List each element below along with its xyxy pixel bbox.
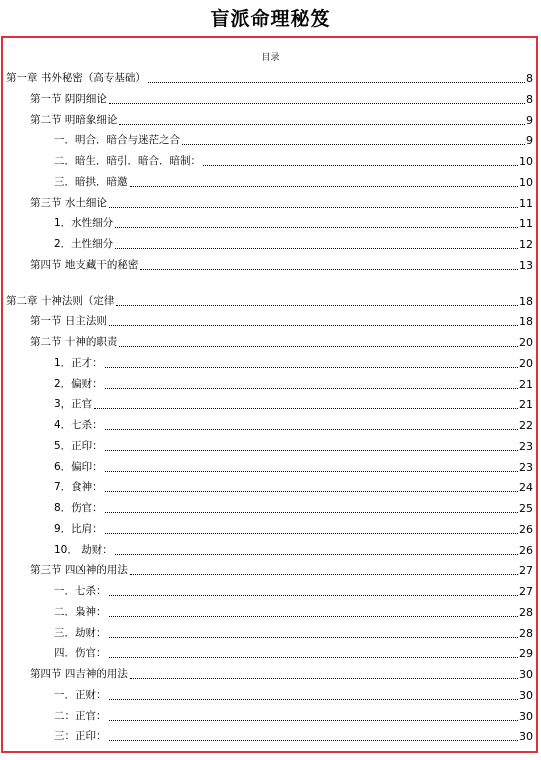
dot-leader bbox=[203, 164, 518, 166]
toc-entry-page: 30 bbox=[519, 709, 533, 723]
toc-entry[interactable] bbox=[54, 353, 533, 370]
dot-leader bbox=[109, 324, 518, 326]
dot-leader bbox=[119, 123, 525, 125]
toc-entry-page: 13 bbox=[519, 258, 533, 272]
toc-entry[interactable] bbox=[30, 193, 533, 210]
dot-leader bbox=[109, 636, 519, 638]
toc-entry-title: 二．枭神： bbox=[54, 605, 107, 618]
toc-entry-page: 18 bbox=[519, 294, 533, 308]
toc-entry-page: 18 bbox=[519, 315, 533, 329]
toc-entry-title: 10． 劫财： bbox=[54, 543, 113, 556]
toc-entry[interactable] bbox=[6, 68, 533, 85]
toc-entry-title: 一．明合．暗合与迷茫之合 bbox=[54, 134, 180, 147]
dot-leader bbox=[116, 304, 518, 306]
toc-entry-page: 28 bbox=[519, 605, 533, 619]
toc-entry[interactable] bbox=[54, 374, 533, 391]
toc-entry-title: 第二节 十神的职责 bbox=[30, 336, 118, 348]
toc-entry-title: 4．七杀： bbox=[54, 419, 103, 431]
dot-leader bbox=[105, 470, 518, 472]
toc-entry[interactable] bbox=[30, 311, 533, 328]
toc-entry[interactable] bbox=[30, 560, 533, 577]
toc-entry[interactable] bbox=[54, 436, 533, 453]
dot-leader bbox=[148, 81, 525, 83]
toc-entry[interactable] bbox=[54, 581, 533, 598]
dot-leader bbox=[105, 490, 518, 492]
toc-entry-title: 一．正财： bbox=[54, 688, 107, 701]
toc-entry-title: 9．比肩： bbox=[54, 522, 103, 535]
toc-entry[interactable] bbox=[54, 477, 533, 494]
toc-entry-title: 6．偏印： bbox=[54, 460, 103, 473]
toc-entry-page: 24 bbox=[519, 481, 533, 495]
toc-entry[interactable] bbox=[54, 540, 533, 557]
toc-entry-page: 9 bbox=[526, 113, 533, 127]
dot-leader bbox=[109, 615, 519, 617]
toc-entry-title: 5．正印： bbox=[54, 439, 103, 452]
toc-entry-page: 8 bbox=[526, 72, 533, 85]
dot-leader bbox=[130, 185, 519, 187]
toc-entry[interactable] bbox=[54, 726, 533, 743]
toc-entry[interactable] bbox=[54, 685, 533, 702]
dot-leader bbox=[105, 387, 518, 389]
toc-entry-title: 三．劫财： bbox=[54, 626, 107, 639]
dot-leader bbox=[140, 268, 518, 270]
toc-entry[interactable] bbox=[54, 643, 533, 660]
toc-entry[interactable] bbox=[54, 394, 533, 411]
toc-entry[interactable] bbox=[30, 110, 533, 127]
dot-leader bbox=[105, 366, 518, 368]
toc-entry-title: 第三节 四凶神的用法 bbox=[30, 564, 128, 577]
toc-entry-page: 11 bbox=[519, 217, 533, 231]
toc-entry-page: 20 bbox=[519, 356, 533, 370]
dot-leader bbox=[115, 553, 518, 555]
toc-entry-page: 20 bbox=[519, 336, 533, 349]
toc-entry-page: 25 bbox=[519, 502, 533, 515]
toc-entry-title: 第一节 阴阴细论 bbox=[30, 92, 107, 105]
toc-heading: 目录 bbox=[261, 53, 280, 63]
toc-entry-title: 第三节 水土细论 bbox=[30, 196, 107, 209]
toc-entry[interactable] bbox=[54, 706, 533, 723]
toc-entry-title: 2．偏财： bbox=[54, 377, 103, 390]
toc-entry-title: 第一章 书外秘密（高专基础） bbox=[6, 72, 146, 84]
toc-entry-title: 2．土性细分 bbox=[54, 238, 114, 250]
dot-leader bbox=[130, 573, 518, 575]
toc-entry-title: 三：正印： bbox=[54, 730, 107, 743]
toc-entry-title: 3，正官 bbox=[54, 398, 93, 411]
toc-entry-page: 10 bbox=[519, 155, 533, 168]
toc-entry[interactable] bbox=[54, 457, 533, 474]
toc-entry[interactable] bbox=[30, 332, 533, 349]
toc-entry-title: 四．伤官： bbox=[54, 647, 107, 660]
toc-entry-title: 二．暗生．暗引．暗合．暗制： bbox=[54, 155, 201, 167]
dot-leader bbox=[105, 532, 518, 534]
toc-entry-page: 26 bbox=[519, 543, 533, 557]
toc-entry-title: 第二节 明暗象细论 bbox=[30, 113, 118, 126]
toc-entry-title: 第一节 日主法则 bbox=[30, 315, 107, 328]
dot-leader bbox=[109, 719, 519, 721]
dot-leader bbox=[115, 226, 518, 228]
dot-leader bbox=[109, 206, 518, 208]
dot-leader bbox=[182, 143, 525, 145]
dot-leader bbox=[115, 247, 518, 249]
toc-entry[interactable] bbox=[30, 664, 533, 681]
toc-entry-page: 30 bbox=[519, 688, 533, 702]
toc-entry-page: 27 bbox=[519, 564, 533, 578]
toc-entry-title: 第四节 四吉神的用法 bbox=[30, 668, 128, 680]
dot-leader bbox=[109, 656, 519, 658]
dot-leader bbox=[105, 511, 518, 513]
toc-entry[interactable] bbox=[54, 498, 533, 515]
dot-leader bbox=[105, 449, 518, 451]
toc-entry[interactable] bbox=[6, 291, 533, 308]
dot-leader bbox=[109, 594, 519, 596]
toc-entry-title: 第四节 地支藏干的秘密 bbox=[30, 258, 139, 271]
toc-entry[interactable] bbox=[30, 89, 533, 106]
document-title: 盲派命理秘笈 bbox=[210, 8, 331, 30]
dot-leader bbox=[130, 677, 518, 679]
toc-entry-title: 三．暗拱．暗邀 bbox=[54, 175, 128, 188]
toc-entry[interactable] bbox=[54, 213, 533, 230]
toc-entry-title: 一．七杀： bbox=[54, 585, 107, 597]
toc-entry-title: 7．食神： bbox=[54, 481, 103, 494]
toc-entry[interactable] bbox=[54, 234, 533, 251]
toc-entry-page: 22 bbox=[519, 419, 533, 432]
toc-entry-page: 23 bbox=[519, 439, 533, 453]
toc-entry-page: 11 bbox=[519, 196, 533, 210]
toc-entry-title: 第二章 十神法则（定律 bbox=[6, 294, 115, 307]
toc-entry[interactable] bbox=[54, 172, 533, 189]
toc-entry-title: 1．水性细分 bbox=[54, 217, 114, 230]
toc-entry-page: 27 bbox=[519, 585, 533, 598]
dot-leader bbox=[109, 698, 519, 700]
toc-entry-page: 29 bbox=[519, 647, 533, 661]
toc-entry[interactable] bbox=[54, 623, 533, 640]
dot-leader bbox=[94, 407, 518, 409]
toc-entry[interactable] bbox=[54, 151, 533, 168]
toc-entry[interactable] bbox=[54, 519, 533, 536]
toc-entry-title: 二：正官： bbox=[54, 709, 107, 722]
toc-entry-page: 12 bbox=[519, 238, 533, 251]
toc-entry-page: 10 bbox=[519, 175, 533, 189]
toc-entry[interactable] bbox=[54, 130, 533, 147]
dot-leader bbox=[105, 428, 518, 430]
toc-entry-page: 28 bbox=[519, 626, 533, 640]
toc-entry-title: 1．正才： bbox=[54, 356, 103, 369]
dot-leader bbox=[119, 345, 518, 347]
toc-entry-page: 21 bbox=[519, 377, 533, 391]
dot-leader bbox=[109, 102, 525, 104]
toc-entry[interactable] bbox=[54, 602, 533, 619]
toc-entry[interactable] bbox=[30, 255, 533, 272]
toc-entry-page: 23 bbox=[519, 460, 533, 474]
toc-entry-page: 30 bbox=[519, 668, 533, 681]
dot-leader bbox=[109, 739, 519, 741]
toc-entry-page: 21 bbox=[519, 398, 533, 412]
toc-entry-page: 9 bbox=[526, 134, 533, 148]
toc-entry-page: 30 bbox=[519, 730, 533, 744]
toc-entry-page: 26 bbox=[519, 522, 533, 536]
toc-entry-title: 8．伤官： bbox=[54, 502, 103, 514]
toc-entry-page: 8 bbox=[526, 92, 533, 106]
toc-entry[interactable] bbox=[54, 415, 533, 432]
